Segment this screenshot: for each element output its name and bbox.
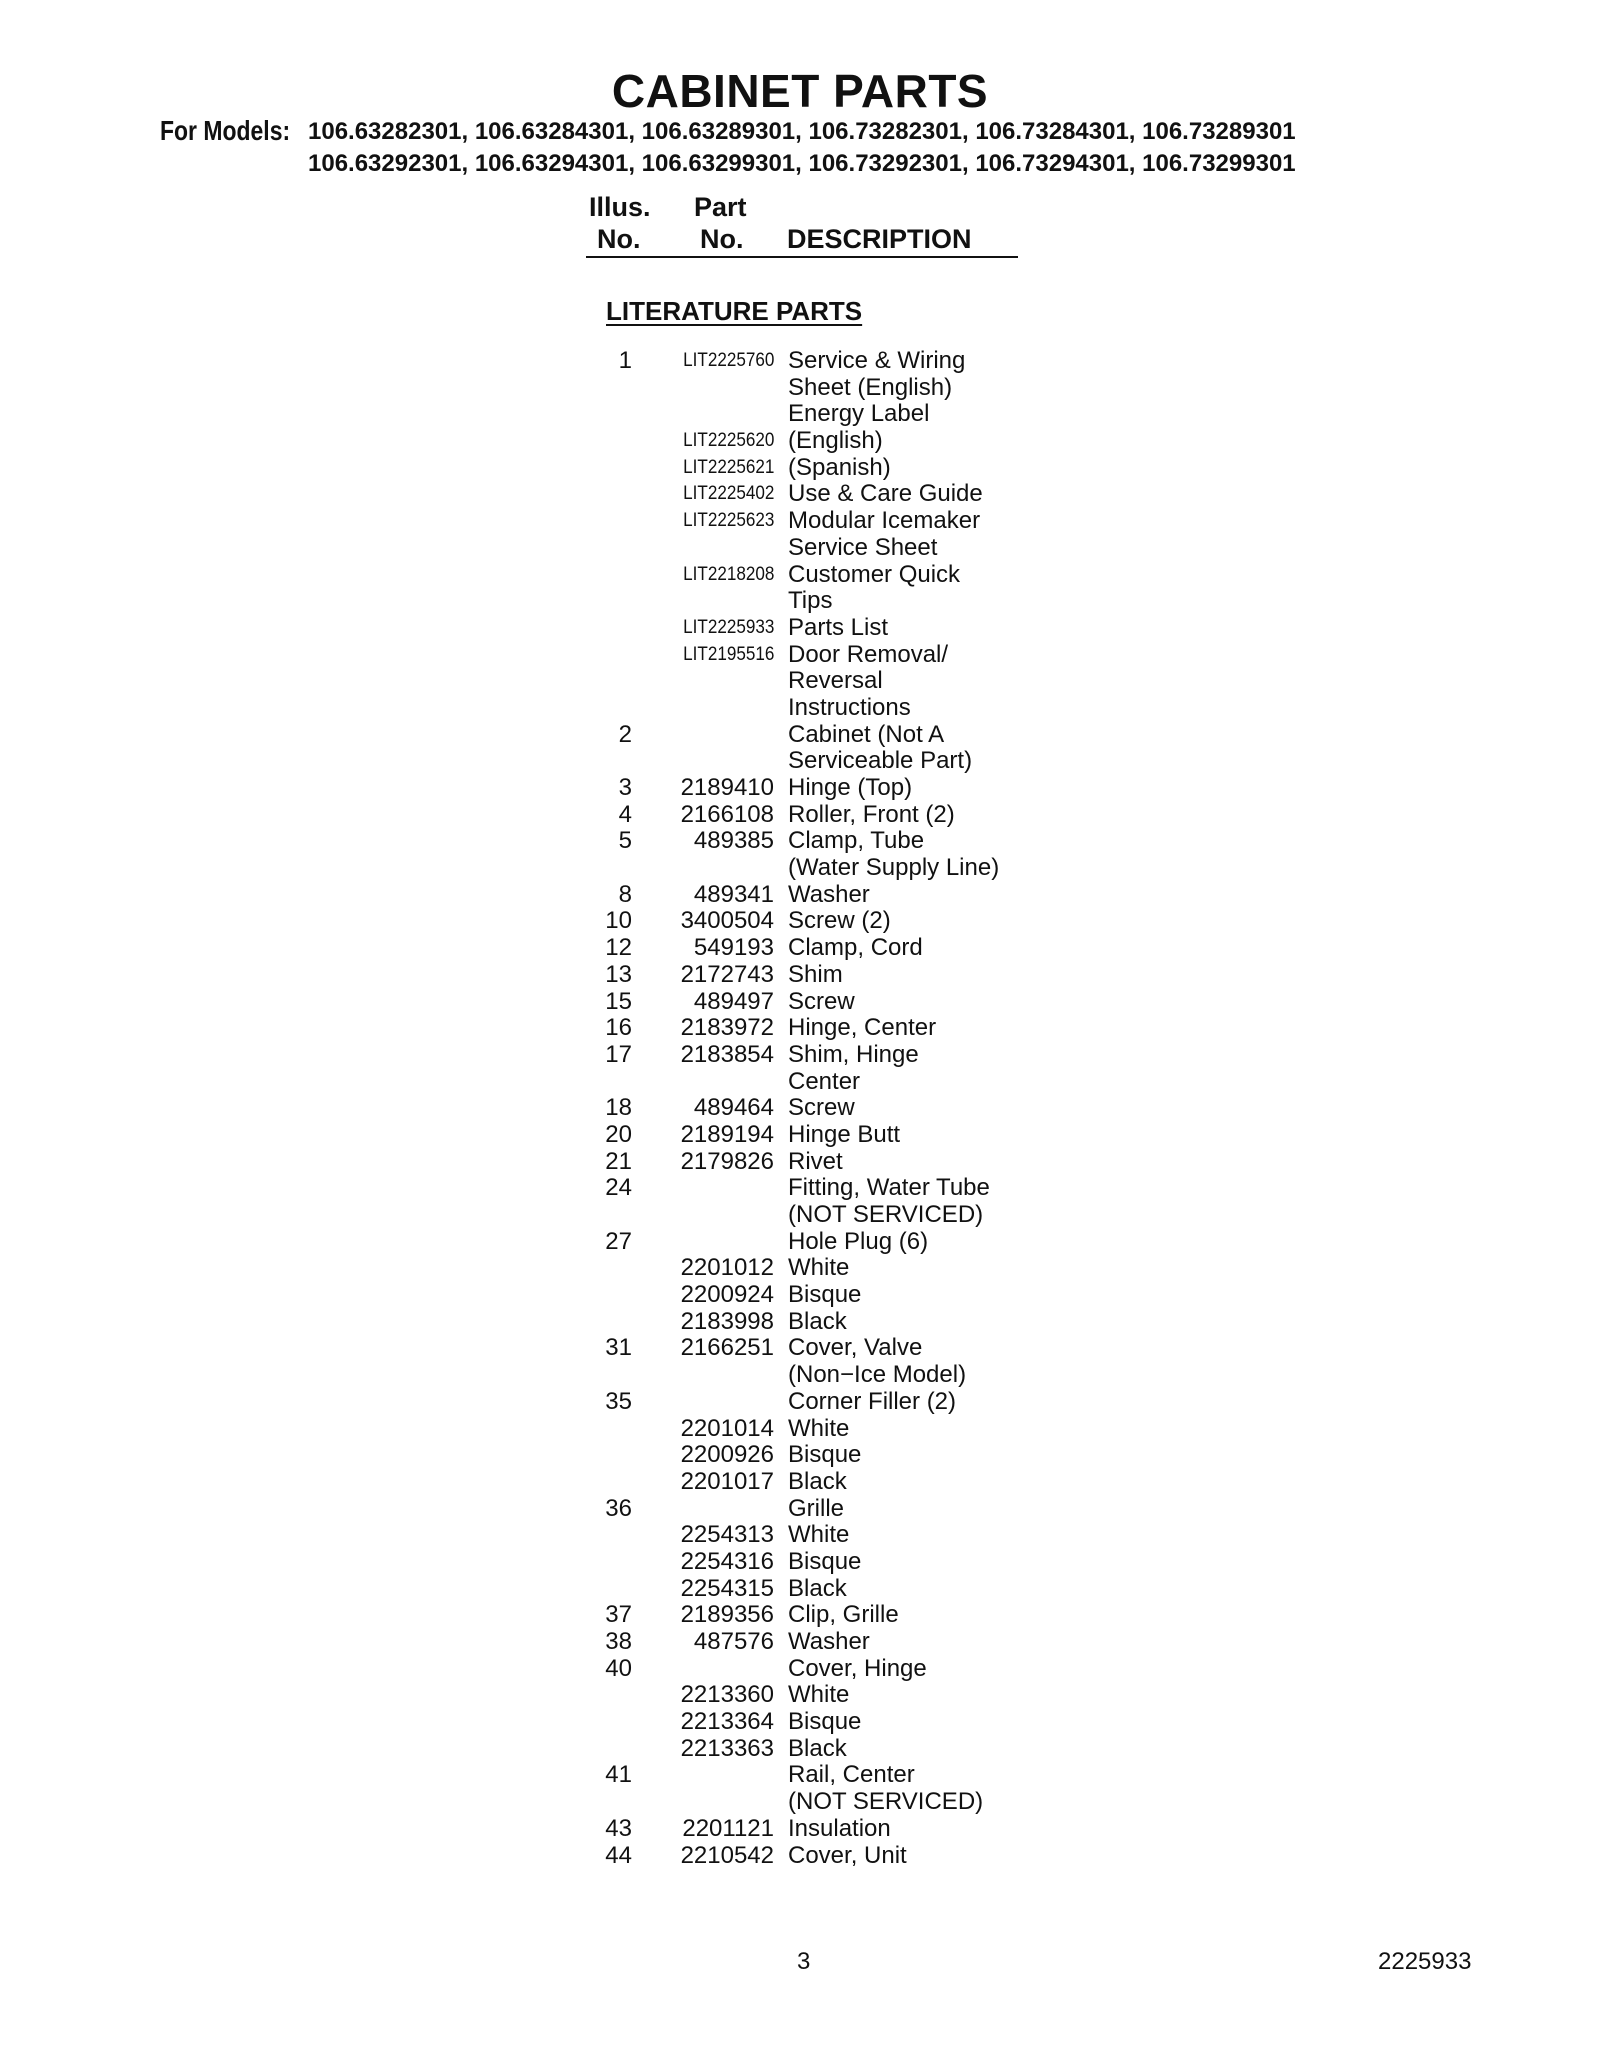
table-row xyxy=(0,962,1600,989)
part-description: Tips xyxy=(788,587,833,615)
models-line-1: 106.63282301, 106.63284301, 106.63289301, 106.73282301, 106.73284301, 106.73289301 xyxy=(308,118,1296,145)
table-row xyxy=(0,1789,1600,1816)
illus-number: 36 xyxy=(605,1494,632,1522)
part-description: Grille xyxy=(788,1494,845,1522)
table-row xyxy=(0,1309,1600,1336)
part-description: Roller, Front (2) xyxy=(788,800,955,828)
part-description: Bisque xyxy=(788,1441,862,1469)
header-illus-bottom: No. xyxy=(597,224,641,254)
page-number: 3 xyxy=(797,1948,811,1975)
part-description: White xyxy=(788,1414,850,1442)
table-row xyxy=(0,1442,1600,1469)
part-description: Sheet (English) xyxy=(788,373,953,401)
illus-number: 4 xyxy=(618,800,632,828)
table-row xyxy=(0,1229,1600,1256)
part-description: Customer Quick xyxy=(788,560,961,588)
illus-number: 27 xyxy=(605,1227,632,1255)
illus-number: 44 xyxy=(605,1841,632,1869)
illus-number: 12 xyxy=(605,934,632,962)
table-row xyxy=(0,455,1600,482)
illus-number: 38 xyxy=(605,1628,632,1655)
table-row xyxy=(0,401,1600,428)
table-row xyxy=(0,748,1600,775)
part-number: 2213364 xyxy=(680,1708,774,1736)
part-number: LIT2225620 xyxy=(682,430,774,452)
part-description: White xyxy=(788,1681,850,1709)
illus-number: 21 xyxy=(605,1147,632,1175)
illus-number: 10 xyxy=(605,907,632,935)
illus-number: 3 xyxy=(618,774,632,801)
part-description: Screw (2) xyxy=(788,907,891,935)
table-row xyxy=(0,535,1600,562)
part-description: Clamp, Cord xyxy=(788,934,923,962)
part-description: Screw xyxy=(788,1094,855,1122)
illus-number: 37 xyxy=(605,1601,632,1629)
part-number: 489464 xyxy=(693,1094,774,1122)
part-number: 2189410 xyxy=(680,774,774,801)
illus-number: 17 xyxy=(605,1040,632,1068)
table-row xyxy=(0,1175,1600,1202)
part-number: 2200926 xyxy=(680,1441,774,1469)
table-row xyxy=(0,1069,1600,1096)
part-description: Corner Filler (2) xyxy=(788,1387,957,1415)
part-description: Instructions xyxy=(788,693,911,721)
page-title: CABINET PARTS xyxy=(611,65,989,117)
part-number: LIT2225402 xyxy=(682,483,774,505)
table-row xyxy=(0,1843,1600,1870)
part-description: Clamp, Tube xyxy=(788,827,925,855)
table-row xyxy=(0,695,1600,722)
table-row xyxy=(0,1656,1600,1683)
table-row xyxy=(0,668,1600,695)
part-number: 2166251 xyxy=(680,1334,774,1362)
part-number: 2254315 xyxy=(680,1574,774,1602)
table-row xyxy=(0,1149,1600,1176)
table-row xyxy=(0,481,1600,508)
table-row xyxy=(0,882,1600,909)
part-number: 549193 xyxy=(693,934,774,962)
illus-number: 31 xyxy=(605,1334,632,1362)
table-row xyxy=(0,642,1600,669)
part-number: 2189356 xyxy=(680,1601,774,1629)
illus-number: 5 xyxy=(618,827,632,855)
part-number: 489341 xyxy=(693,880,774,908)
part-number: 489497 xyxy=(693,987,774,1015)
part-description: Rail, Center xyxy=(788,1761,915,1789)
part-description: Center xyxy=(788,1067,861,1095)
table-row xyxy=(0,1095,1600,1122)
header-part-top: Part xyxy=(694,192,747,222)
part-number: 2200924 xyxy=(680,1281,774,1309)
table-row xyxy=(0,935,1600,962)
table-row xyxy=(0,588,1600,615)
table-row xyxy=(0,562,1600,589)
part-number: 2183998 xyxy=(680,1307,774,1335)
table-row xyxy=(0,1522,1600,1549)
part-description: (Water Supply Line) xyxy=(788,854,1000,882)
illus-number: 13 xyxy=(605,960,632,988)
part-number: LIT2195516 xyxy=(682,643,774,665)
part-description: Washer xyxy=(788,880,870,908)
part-description: Insulation xyxy=(788,1814,891,1842)
part-description: Cover, Unit xyxy=(788,1841,907,1869)
part-number: LIT2225760 xyxy=(682,350,774,371)
part-description: Screw xyxy=(788,987,855,1015)
table-row xyxy=(0,1335,1600,1362)
part-description: Washer xyxy=(788,1628,870,1655)
table-row xyxy=(0,1469,1600,1496)
table-row xyxy=(0,1496,1600,1523)
table-row xyxy=(0,1122,1600,1149)
part-description: Modular Icemaker xyxy=(788,507,981,535)
part-number: 2254316 xyxy=(680,1547,774,1575)
part-number: 2201017 xyxy=(680,1467,774,1495)
table-row xyxy=(0,1389,1600,1416)
table-row xyxy=(0,1416,1600,1443)
table-row xyxy=(0,1816,1600,1843)
part-number: LIT2218208 xyxy=(682,563,774,585)
illus-number: 40 xyxy=(605,1654,632,1682)
table-row xyxy=(0,722,1600,749)
part-description: Shim, Hinge xyxy=(788,1040,919,1068)
part-description: Energy Label xyxy=(788,400,930,428)
header-illus-top: Illus. xyxy=(589,192,651,222)
table-row xyxy=(0,1762,1600,1789)
part-number: LIT2225623 xyxy=(682,510,774,532)
part-description: (NOT SERVICED) xyxy=(788,1201,984,1228)
table-row xyxy=(0,1282,1600,1309)
table-row xyxy=(0,828,1600,855)
table-row xyxy=(0,1709,1600,1736)
part-number: 2254313 xyxy=(680,1521,774,1549)
part-description: Parts List xyxy=(788,613,889,641)
table-row xyxy=(0,1549,1600,1576)
part-description: White xyxy=(788,1254,850,1282)
part-number: 2183854 xyxy=(680,1040,774,1068)
header-description: DESCRIPTION xyxy=(787,224,972,254)
illus-number: 43 xyxy=(605,1814,632,1842)
table-row xyxy=(0,1362,1600,1389)
part-description: Rivet xyxy=(788,1147,843,1175)
part-description: Hinge Butt xyxy=(788,1120,901,1148)
part-description: Reversal xyxy=(788,667,883,695)
part-number: 2201014 xyxy=(680,1414,774,1442)
part-description: White xyxy=(788,1521,850,1549)
part-description: (Spanish) xyxy=(788,453,891,481)
part-number: LIT2225621 xyxy=(682,456,774,478)
header-part-bottom: No. xyxy=(700,224,744,254)
table-row xyxy=(0,1629,1600,1656)
part-number: 2201012 xyxy=(680,1254,774,1282)
part-description: Service & Wiring xyxy=(788,347,966,374)
table-row xyxy=(0,908,1600,935)
part-number: 2189194 xyxy=(680,1120,774,1148)
table-row xyxy=(0,1576,1600,1603)
part-description: Cabinet (Not A xyxy=(788,720,945,748)
part-number: 487576 xyxy=(693,1628,774,1655)
part-description: Hinge, Center xyxy=(788,1014,937,1042)
table-row xyxy=(0,375,1600,402)
illus-number: 20 xyxy=(605,1120,632,1148)
section-title: LITERATURE PARTS xyxy=(606,296,863,326)
part-description: Black xyxy=(788,1307,847,1335)
part-description: Black xyxy=(788,1574,847,1602)
illus-number: 41 xyxy=(605,1761,632,1789)
document-number: 2225933 xyxy=(1378,1948,1472,1975)
illus-number: 15 xyxy=(605,987,632,1015)
models-line-2: 106.63292301, 106.63294301, 106.63299301, 106.73292301, 106.73294301, 106.73299301 xyxy=(308,150,1296,177)
part-description: Cover, Valve xyxy=(788,1334,923,1362)
part-description: Fitting, Water Tube xyxy=(788,1174,990,1202)
table-row xyxy=(0,615,1600,642)
part-number: 2201121 xyxy=(682,1814,774,1842)
part-description: Hinge (Top) xyxy=(788,774,913,801)
header-rule xyxy=(586,256,1018,258)
part-description: Bisque xyxy=(788,1281,862,1309)
part-description: Clip, Grille xyxy=(788,1601,899,1629)
table-row xyxy=(0,855,1600,882)
part-description: (Non−Ice Model) xyxy=(788,1361,967,1389)
part-description: Service Sheet xyxy=(788,533,938,561)
table-row xyxy=(0,1602,1600,1629)
part-description: Serviceable Part) xyxy=(788,747,973,775)
part-number: 489385 xyxy=(693,827,774,855)
table-row xyxy=(0,508,1600,535)
part-description: Hole Plug (6) xyxy=(788,1227,929,1255)
part-description: (NOT SERVICED) xyxy=(788,1788,984,1816)
parts-list xyxy=(0,348,1600,1869)
table-row xyxy=(0,775,1600,802)
part-description: Door Removal/ xyxy=(788,640,949,668)
part-description: Black xyxy=(788,1734,847,1762)
part-description: Use & Care Guide xyxy=(788,480,983,508)
part-number: 3400504 xyxy=(680,907,774,935)
illus-number: 8 xyxy=(618,880,632,908)
part-number: LIT2225933 xyxy=(682,616,774,638)
table-row xyxy=(0,1736,1600,1763)
models-label: For Models: xyxy=(160,115,291,146)
part-description: (English) xyxy=(788,427,883,455)
illus-number: 1 xyxy=(618,347,632,374)
part-description: Shim xyxy=(788,960,843,988)
illus-number: 16 xyxy=(605,1014,632,1042)
part-description: Bisque xyxy=(788,1708,862,1736)
table-row xyxy=(0,348,1600,375)
part-number: 2210542 xyxy=(680,1841,774,1869)
part-description: Bisque xyxy=(788,1547,862,1575)
part-number: 2213363 xyxy=(680,1734,774,1762)
part-number: 2213360 xyxy=(680,1681,774,1709)
table-row xyxy=(0,989,1600,1016)
part-number: 2183972 xyxy=(680,1014,774,1042)
part-number: 2166108 xyxy=(680,800,774,828)
illus-number: 24 xyxy=(605,1174,632,1202)
part-description: Cover, Hinge xyxy=(788,1654,927,1682)
illus-number: 35 xyxy=(605,1387,632,1415)
table-row xyxy=(0,802,1600,829)
part-number: 2179826 xyxy=(680,1147,774,1175)
table-row xyxy=(0,1682,1600,1709)
table-row xyxy=(0,1255,1600,1282)
table-row xyxy=(0,1042,1600,1069)
part-number: 2172743 xyxy=(680,960,774,988)
illus-number: 2 xyxy=(618,720,632,748)
part-description: Black xyxy=(788,1467,847,1495)
illus-number: 18 xyxy=(605,1094,632,1122)
table-row xyxy=(0,428,1600,455)
table-row xyxy=(0,1015,1600,1042)
table-row xyxy=(0,1202,1600,1229)
